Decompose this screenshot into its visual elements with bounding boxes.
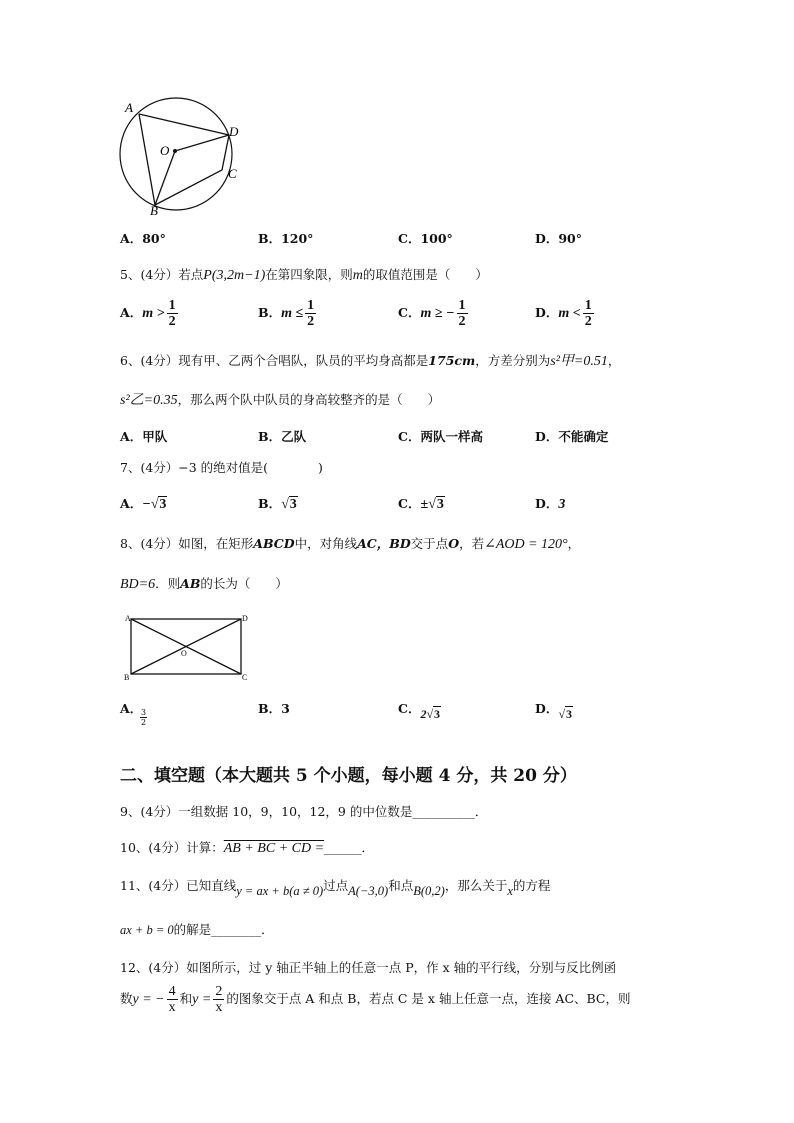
q8-option-b: B．3 [258, 701, 290, 716]
q7-option-b: B．√3 [258, 496, 297, 512]
q5-option-d: D．m < $\frac{1}{2}$ [535, 298, 592, 329]
label-b: B [150, 203, 158, 218]
q11-line1: 11、(4分）已知直线y = ax + b(a ≠ 0)过点A(−3,0)和点B(0,2)，那么关于x的方程 [120, 878, 551, 898]
q5-option-c: C．m ≥ − $\frac{1}{2}$ [398, 298, 466, 329]
rectangle-figure [118, 610, 254, 684]
label-d: D [229, 124, 239, 139]
q8-option-a-label: A． [120, 701, 143, 716]
q8-option-a-fraction: 3 2 [141, 708, 147, 727]
q5-option-a: A．m > $\frac{1}{2}$ [120, 298, 176, 329]
label-c: C [228, 166, 237, 181]
label-a: A [125, 100, 133, 115]
q7-option-a: A．−√3 [120, 496, 167, 512]
q5-option-b: B．m ≤ $\frac{1}{2}$ [258, 298, 315, 329]
q4-option-a: A．80° [120, 231, 166, 246]
q8-option-d: D．√3 [535, 701, 572, 721]
rect-label-d: D [242, 614, 248, 623]
q4-option-d: D．90° [535, 231, 582, 246]
rect-label-b: B [124, 673, 130, 682]
q12-line1: 12、(4分）如图所示，过 y 轴正半轴上的任意一点 P，作 x 轴的平行线，分别与反比例函 [120, 960, 617, 975]
q6-line1: 6、(4分）现有甲、乙两个合唱队，队员的平均身高都是175cm，方差分别为s²甲=0.51， [120, 353, 621, 369]
q6-option-b: B．乙队 [258, 429, 307, 444]
rect-label-c: C [242, 673, 248, 682]
q7-stem: 7、(4分）−3 的绝对值是( ) [120, 460, 323, 475]
q6-option-a: A．甲队 [120, 429, 168, 444]
q7-option-c: C．±√3 [398, 496, 444, 512]
q4-option-b: B．120° [258, 231, 314, 246]
rect-label-o: O [181, 649, 187, 658]
q8-option-c: C．2√3 [398, 701, 441, 721]
q4-option-c: C．100° [398, 231, 453, 246]
q11-line2: ax + b = 0的解是________． [120, 922, 274, 937]
q6-option-d: D．不能确定 [535, 429, 609, 444]
q7-option-d: D．3 [535, 496, 566, 512]
circle-figure [108, 96, 258, 221]
q8-line2: BD=6．则AB的长为（ ） [120, 576, 288, 592]
q10: 10、(4分）计算：AB + BC + CD =______． [120, 840, 375, 856]
q5-stem: 5、(4分）若点P(3,2m−1)在第四象限，则m的取值范围是（ ） [120, 267, 488, 283]
q12-line2: 数y = − $\frac{4}{x}$ 和y = $\frac{2}{x}$ 的图象交于点 A 和点 B，若点 C 是 x 轴上任意一点，连接 AC、BC，则 [120, 984, 631, 1015]
q6-line2: s²乙=0.35，那么两个队中队员的身高较整齐的是（ ） [120, 392, 441, 408]
q6-option-c: C．两队一样高 [398, 429, 483, 444]
q9: 9、(4分）一组数据 10，9，10，12，9 的中位数是__________． [120, 804, 488, 819]
section-2-heading: 二、填空题（本大题共 5 个小题，每小题 4 分，共 20 分） [120, 766, 577, 786]
label-o: O [160, 143, 170, 158]
rect-label-a: A [125, 614, 131, 623]
q8-line1: 8、(4分）如图，在矩形ABCD中，对角线AC，BD交于点O，若∠AOD = 120°， [120, 536, 581, 552]
